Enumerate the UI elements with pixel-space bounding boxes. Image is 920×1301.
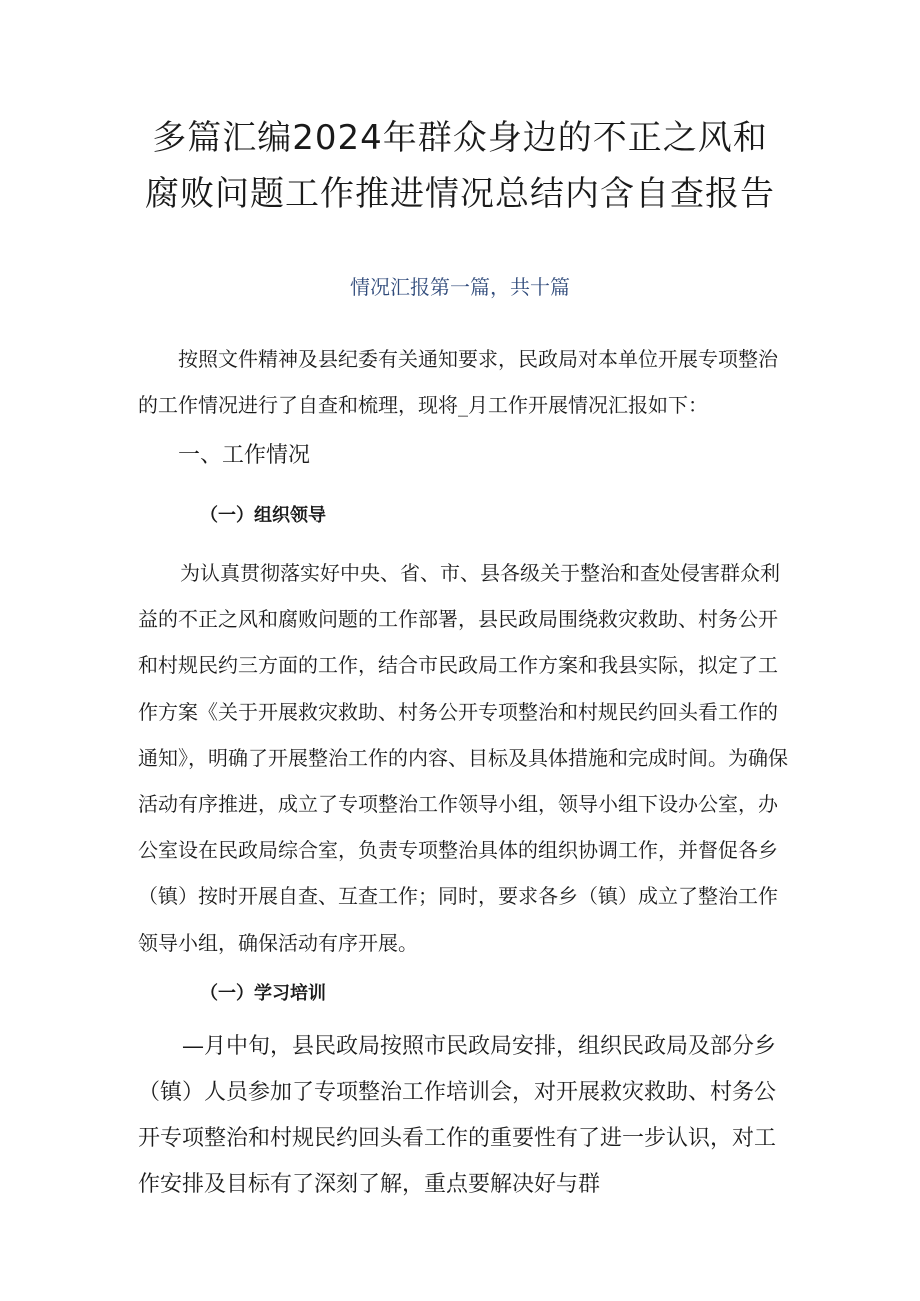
document-subtitle: 情况汇报第一篇，共十篇 bbox=[350, 275, 570, 299]
subsection-heading-organization: （一）组织领导 bbox=[200, 505, 326, 526]
training-paragraph: —月中旬，县民政局按照市民政局安排，组织民政局及部分乡（镇）人员参加了专项整治工作培训会，对开展救灾救助、村务公开专项整治和村规民约回头看工作的重要性有了进一步认识，对工作安排及目标有了深刻了解，重点要解决好与群 bbox=[138, 1034, 777, 1197]
intro-paragraph: 按照文件精神及县纪委有关通知要求，民政局对本单位开展专项整治的工作情况进行了自查和梳理，现将_月工作开展情况汇报如下： bbox=[138, 347, 778, 417]
document-title: 多篇汇编2024年群众身边的不正之风和腐败问题工作推进情况总结内含自查报告 bbox=[145, 118, 775, 214]
section-heading-work-status: 一、工作情况 bbox=[178, 443, 311, 468]
organization-paragraph: 为认真贯彻落实好中央、省、市、县各级关于整治和查处侵害群众利益的不正之风和腐败问题的工作部署，县民政局围绕救灾救助、村务公开和村规民约三方面的工作，结合市民政局工作方案和我县实际，拟定了工作方案《关于开展救灾救助、村务公开专项整治和村规民约回头看工作的通知》，明确了开展整治工作的内容、目标及具体措施和完成时间。为确保活动有序推进，成立了专项整治工作领导小组，领导小组下设办公室，办公室设在民政局综合室，负责专项整治具体的组织协调工作，并督促各乡（镇）按时开展自查、互查工作；同时，要求各乡（镇）成立了整治工作领导小组，确保活动有序开展。 bbox=[138, 561, 788, 955]
subsection-heading-training: （一）学习培训 bbox=[200, 983, 326, 1004]
